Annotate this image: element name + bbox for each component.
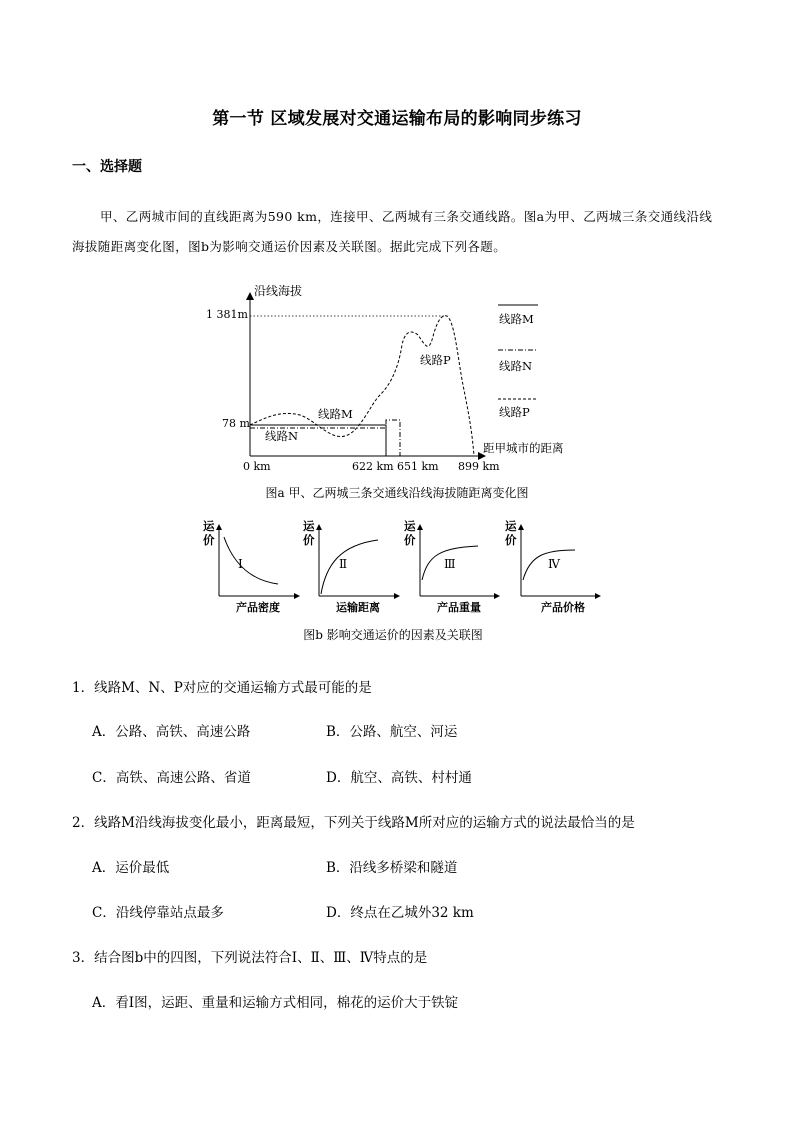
panel-xlabel: 产品重量 (437, 601, 481, 614)
answer-option: D．航空、高铁、村村通 (326, 770, 472, 786)
panel-ylabel: 价 (404, 533, 416, 547)
answer-option: B．沿线多桥梁和隧道 (326, 860, 458, 876)
panel-ylabel: 运 (303, 519, 315, 533)
answer-option: D．终点在乙城外32 km (326, 905, 474, 921)
question-stem: 1．线路M、N、P对应的交通运输方式最可能的是 (72, 680, 372, 696)
panel-4 (505, 519, 601, 614)
x-tick-label: 651 km (397, 460, 439, 473)
panel-curve (321, 540, 378, 594)
panel-ylabel: 运 (203, 519, 215, 533)
x-tick-label: 0 km (243, 460, 271, 473)
x-tick-label: 899 km (458, 460, 500, 473)
panel-roman: Ⅳ (548, 557, 560, 571)
panel-xlabel: 运输距离 (336, 601, 380, 614)
panel-xlabel: 产品价格 (541, 601, 585, 614)
panel-3 (404, 519, 500, 614)
intro-paragraph: 甲、乙两城市间的直线距离为590 km，连接甲、乙两城有三条交通线路。图a为甲、乙两城三条交通线沿线海拔随距离变化图，图b为影响交通运价因素及关联图。据此完成下列各题。 (72, 209, 713, 254)
y-tick-label: 1 381m (206, 308, 248, 321)
panel-curve (224, 537, 278, 584)
panel-ylabel: 价 (505, 533, 517, 547)
answer-option: A．看Ⅰ图，运距、重量和运输方式相同，棉花的运价大于铁锭 (92, 995, 459, 1011)
panel-ylabel: 运 (505, 519, 517, 533)
panel-1 (203, 519, 300, 614)
panel-roman: Ⅰ (238, 557, 243, 571)
panel-roman: Ⅱ (339, 557, 348, 571)
panel-ylabel: 运 (404, 519, 416, 533)
legend-label: 线路N (499, 359, 533, 373)
panel-2 (303, 519, 400, 614)
answer-option: A．公路、高铁、高速公路 (92, 724, 251, 740)
line-m-label: 线路M (318, 407, 353, 421)
figure-b-caption: 图b 影响交通运价的因素及关联图 (303, 628, 483, 642)
legend-label: 线路M (499, 312, 534, 326)
answer-option: B．公路、航空、河运 (326, 724, 458, 740)
section-heading: 一、选择题 (72, 159, 142, 175)
x-axis-label: 距甲城市的距离 (483, 441, 564, 455)
y-axis-label: 沿线海拔 (254, 284, 303, 298)
panel-roman: Ⅲ (444, 557, 456, 571)
panel-ylabel: 价 (203, 533, 215, 547)
x-tick-label: 622 km (352, 460, 394, 473)
y-tick-label: 78 m (222, 417, 250, 430)
answer-option: C．沿线停靠站点最多 (92, 905, 224, 921)
legend-label: 线路P (499, 405, 530, 419)
line-n-label: 线路N (265, 429, 299, 443)
figure-b (203, 519, 601, 642)
question-stem: 2．线路M沿线海拔变化最小，距离最短，下列关于线路M所对应的运输方式的说法最恰当的是 (72, 815, 635, 831)
legend (498, 305, 538, 419)
question-stem: 3．结合图b中的四图，下列说法符合Ⅰ、Ⅱ、Ⅲ、Ⅳ特点的是 (72, 950, 428, 966)
panel-xlabel: 产品密度 (236, 601, 280, 614)
page-title: 第一节 区域发展对交通运输布局的影响同步练习 (212, 109, 582, 129)
figure-a-caption: 图a 甲、乙两城三条交通线沿线海拔随距离变化图 (265, 486, 529, 500)
line-p-label: 线路P (420, 353, 451, 367)
panel-ylabel: 价 (303, 533, 315, 547)
answer-option: A．运价最低 (92, 860, 170, 876)
answer-option: C．高铁、高速公路、省道 (92, 770, 251, 786)
